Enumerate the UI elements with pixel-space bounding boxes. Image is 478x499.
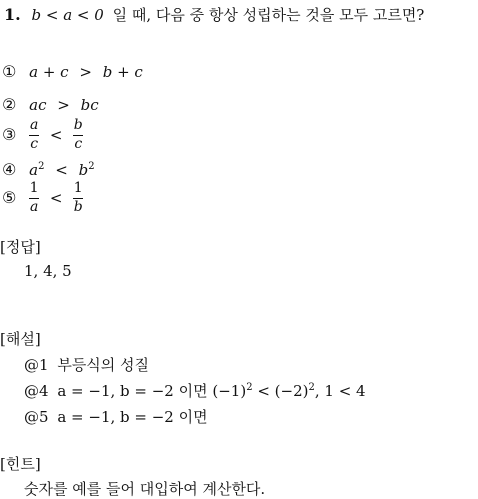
option-lhs: a + c [29,63,69,81]
option-marker: ② [2,95,17,114]
option-rhs: b + c [102,63,143,81]
option-rhs: b [78,161,89,179]
exponent: 2 [246,382,253,393]
option-relation: < [55,161,68,179]
option-3 [2,118,83,151]
option-rhs-fraction [73,118,83,151]
option-5 [2,181,83,214]
option-marker: ④ [2,160,17,179]
option-relation: > [79,63,92,81]
exponent: 2 [308,382,315,393]
question-line [4,4,424,25]
explanation-text: a = −1, b = −2 이면 [57,408,208,426]
option-4 [2,160,95,179]
answer-label: [정답] [0,238,41,256]
fraction-denominator: b [73,198,83,215]
explanation-text: , 1 < 4 [314,382,366,400]
option-relation: < [49,188,63,207]
fraction-denominator: c [30,135,39,152]
explanation-line-1 [24,354,149,375]
explanation-ref: @4 [24,382,49,400]
option-relation: > [57,96,70,114]
explanation-text: 부등식의 성질 [57,356,150,374]
explanation-label: [해설] [0,330,41,348]
option-marker: ① [2,62,17,81]
explanation-line-2 [24,380,366,401]
option-lhs: ac [29,96,47,114]
option-rhs-fraction [73,181,83,214]
fraction-numerator: a [29,117,39,133]
question-number: 1. [4,5,21,24]
option-1 [2,62,143,81]
option-marker: ⑤ [2,188,17,208]
hint-label: [힌트] [0,455,41,473]
question-text: 일 때, 다음 중 항상 성립하는 것을 모두 고르면? [112,6,425,24]
fraction-numerator: b [73,117,83,133]
fraction-denominator: c [74,135,83,152]
question-condition: b < a < 0 [31,6,104,24]
explanation-ref: @5 [24,408,49,426]
option-relation: < [49,125,63,144]
fraction-denominator: a [29,198,39,215]
option-lhs-exponent: 2 [38,161,45,172]
hint-text: 숫자를 예를 들어 대입하여 계산한다. [24,480,266,498]
explanation-text: < (−2) [252,382,309,400]
option-lhs-fraction [29,118,39,151]
option-rhs-exponent: 2 [88,161,95,172]
option-2 [2,95,99,114]
fraction-numerator: 1 [73,180,83,196]
fraction-numerator: 1 [29,180,39,196]
explanation-text: a = −1, b = −2 이면 (−1) [57,382,247,400]
option-marker: ③ [2,125,17,145]
answer-value: 1, 4, 5 [24,262,72,280]
option-lhs-fraction [29,181,39,214]
explanation-ref: @1 [24,356,49,374]
option-rhs: bc [80,96,99,114]
option-lhs: a [29,161,39,179]
explanation-line-3 [24,406,208,427]
